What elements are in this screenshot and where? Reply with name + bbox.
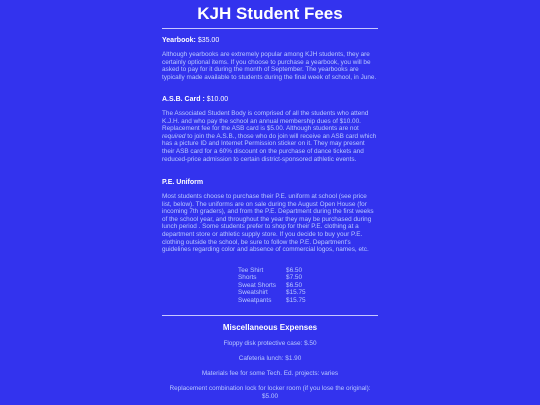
price-item: Tee Shirt — [238, 267, 264, 274]
page-title: KJH Student Fees — [197, 4, 343, 23]
asb-emphasis: required — [162, 132, 186, 140]
price-value: $6.50 — [286, 281, 303, 289]
price-item: Sweatpants — [238, 296, 272, 304]
yearbook-section — [162, 36, 378, 81]
price-row — [238, 297, 310, 304]
asb-description — [162, 110, 378, 163]
misc-heading: Miscellaneous Expenses — [222, 323, 318, 332]
asb-text-part-2: to join the A.S.B., those who do join will receive an ASB card which has a picture ID and Internet Permission sticker on it. They may present their ASB card for a 60% discount on the purchase of dance tickets and reduced-price admission to certain district-sponsored athletic events. — [162, 132, 377, 163]
pe-price-list — [238, 267, 310, 304]
price-row — [238, 289, 310, 296]
price-item: Sweatshirt — [238, 289, 268, 297]
yearbook-heading — [162, 36, 378, 45]
pe-heading: P.E. Uniform — [162, 179, 204, 186]
asb-label: A.S.B. Card : — [162, 96, 205, 103]
section-divider — [162, 315, 378, 316]
price-value: $15.75 — [286, 289, 306, 297]
pe-description: Most students choose to purchase their P.E. uniform at school (see price list, below). The uniforms are on sale during the August Open House (for incoming 7th graders), and from the P.E. Department during the first weeks of the school year, and throughout the year they may be purchased during lunch period . Some students prefer to shop for their P.E. clothing at a department store or athletic supply store. If you decide to buy your P.E. clothing outside the school, be sure to follow the P.E. Department's guidelines regarding color and absence of commercial logos, names, etc. — [162, 193, 374, 254]
price-value: $7.50 — [286, 274, 303, 282]
asb-heading — [162, 95, 378, 104]
price-row — [238, 267, 310, 274]
yearbook-price: $35.00 — [197, 37, 220, 44]
yearbook-description: Although yearbooks are extremely popular among KJH students, they are certainly optional items. If you choose to purchase a yearbook, you will be asked to pay for it during the month of September. The yearbooks are typically made available to students during the final week of school, in June. — [162, 51, 377, 81]
top-divider — [162, 28, 378, 29]
yearbook-label: Yearbook: — [162, 37, 196, 44]
misc-item: Cafeteria lunch: $1.90 — [238, 355, 302, 362]
asb-text-part-1: The Associated Student Body is comprised of all the students who attend K.J.H. and who pay the school an annual membership dues of $10.00. Replacement fee for the ASB card is $5.00. Although students are not — [162, 110, 369, 133]
price-item: Sweat Shorts — [238, 281, 277, 289]
price-row — [238, 282, 310, 289]
asb-price: $10.00 — [206, 96, 229, 103]
misc-item: Replacement combination lock for locker room (if you lose the original): $5.00 — [169, 385, 371, 400]
misc-item: Floppy disk protective case: $.50 — [223, 340, 317, 347]
asb-section — [162, 95, 378, 163]
misc-item: Materials fee for some Tech. Ed. projects: varies — [201, 370, 339, 377]
price-value: $6.50 — [286, 267, 303, 274]
price-value: $15.75 — [286, 296, 306, 304]
price-item: Shorts — [238, 274, 257, 282]
price-row — [238, 274, 310, 281]
pe-section — [162, 178, 378, 254]
